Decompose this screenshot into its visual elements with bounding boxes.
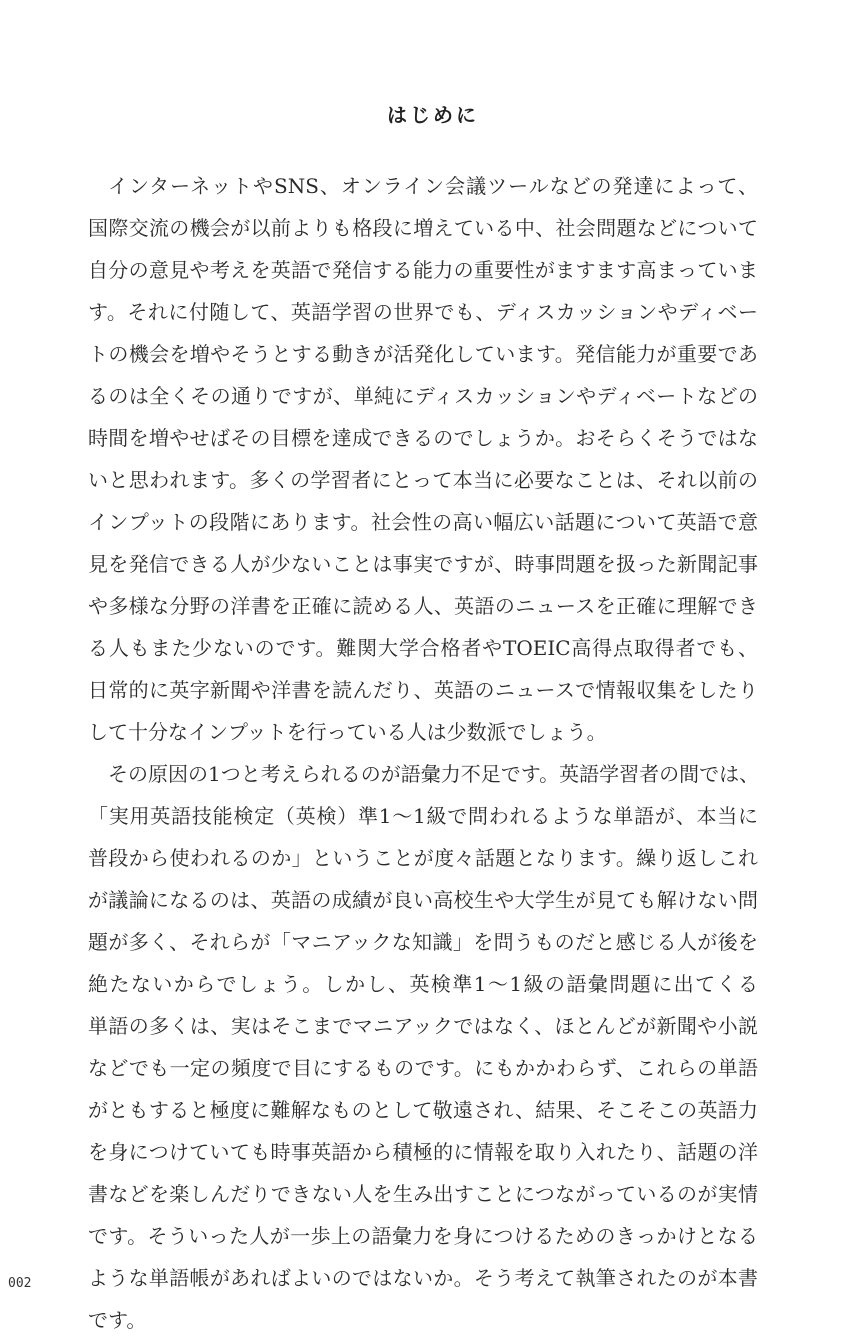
text-line: 絶たないからでしょう。しかし、英検準1〜1級の語彙問題に出てくる: [88, 972, 758, 996]
text-line: 日常的に英字新聞や洋書を読んだり、英語のニュースで情報収集をしたり: [88, 678, 758, 702]
text-line: 見を発信できる人が少ないことは事実ですが、時事問題を扱った新聞記事: [88, 552, 758, 576]
paragraph-1: [88, 165, 758, 753]
text-line: 国際交流の機会が以前よりも格段に増えている中、社会問題などについて: [88, 216, 758, 240]
text-line: 題が多く、それらが「マニアックな知識」を問うものだと感じる人が後を: [88, 930, 758, 954]
text-line: ような単語帳があればよいのではないか。そう考えて執筆されたのが本書: [88, 1266, 758, 1290]
text-line: 「実用英語技能検定（英検）準1〜1級で問われるような単語が、本当に: [88, 804, 758, 828]
text-line: です。: [88, 1308, 147, 1332]
text-line: して十分なインプットを行っている人は少数派でしょう。: [88, 720, 607, 744]
text-line: 普段から使われるのか」ということが度々話題となります。繰り返しこれ: [88, 846, 758, 870]
text-line: 単語の多くは、実はそこまでマニアックではなく、ほとんどが新聞や小説: [88, 1014, 758, 1038]
text-line: その原因の1つと考えられるのが語彙力不足です。英語学習者の間では、: [108, 762, 760, 786]
text-line: インプットの段階にあります。社会性の高い幅広い話題について英語で意: [88, 510, 758, 534]
page-title: はじめに: [387, 103, 479, 127]
body-text: [88, 165, 758, 1341]
text-line: るのは全くその通りですが、単純にディスカッションやディベートなどの: [88, 384, 758, 408]
text-line: 自分の意見や考えを英語で発信する能力の重要性がますます高まっていま: [88, 258, 758, 282]
text-line: いと思われます。多くの学習者にとって本当に必要なことは、それ以前の: [88, 468, 758, 492]
text-line: インターネットやSNS、オンライン会議ツールなどの発達によって、: [108, 174, 758, 198]
text-line: です。そういった人が一歩上の語彙力を身につけるためのきっかけとなる: [88, 1224, 758, 1248]
text-line: 時間を増やせばその目標を達成できるのでしょうか。おそらくそうではな: [88, 426, 758, 450]
text-line: る人もまた少ないのです。難関大学合格者やTOEIC高得点取得者でも、: [88, 636, 758, 660]
text-line: がともすると極度に難解なものとして敬遠され、結果、そこそこの英語力: [88, 1098, 758, 1122]
text-line: などでも一定の頻度で目にするものです。にもかかわらず、これらの単語: [88, 1056, 758, 1080]
page-number: 002: [8, 1276, 32, 1291]
text-line: 書などを楽しんだりできない人を生み出すことにつながっているのが実情: [88, 1182, 758, 1206]
text-line: す。それに付随して、英語学習の世界でも、ディスカッションやディベー: [88, 300, 758, 324]
text-line: トの機会を増やそうとする動きが活発化しています。発信能力が重要であ: [88, 342, 758, 366]
text-line: を身につけていても時事英語から積極的に情報を取り入れたり、話題の洋: [88, 1140, 758, 1164]
text-line: や多様な分野の洋書を正確に読める人、英語のニュースを正確に理解でき: [88, 594, 758, 618]
text-line: が議論になるのは、英語の成績が良い高校生や大学生が見ても解けない問: [88, 888, 758, 912]
paragraph-2: [88, 753, 758, 1341]
